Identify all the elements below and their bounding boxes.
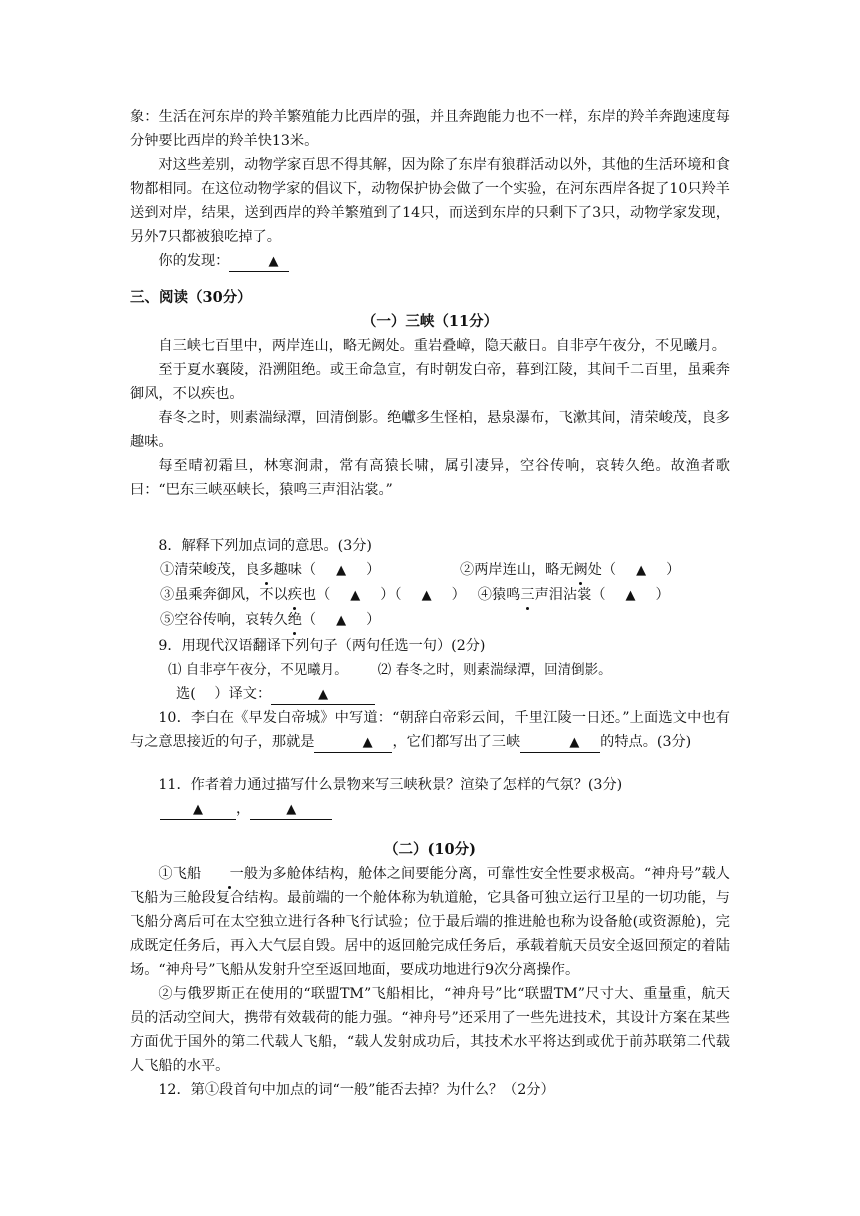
answer-triangle-icon[interactable]: ▲ (625, 588, 636, 603)
blank-triangle-icon: ▲ (268, 254, 279, 269)
answer-triangle-icon[interactable]: ▲ (421, 588, 432, 603)
q10-blank-2[interactable] (520, 733, 600, 753)
sanxia-paragraph-4: 每至晴初霜旦，林寒涧肃，常有高猿长啸，属引凄异，空谷传响，哀转久绝。故渔者歌曰：“巴东三峡巫峡长，猿鸣三声泪沾裳。” (130, 458, 730, 498)
finding-label: 你的发现： (158, 253, 230, 269)
sanxia-paragraph-1: 自三峡七百里中，两岸连山，略无阙处。重岩叠嶂，隐天蔽日。自非亭午夜分，不见曦月。 (158, 338, 726, 354)
intro-passage (130, 105, 730, 273)
finding-line (130, 249, 730, 273)
answer-triangle-icon[interactable]: ▲ (350, 588, 361, 603)
q8-item-4: ④猿鸣三声泪沾裳（ ▲ ） (478, 583, 670, 608)
q9-choose-label: 选( ）译文： (176, 686, 272, 702)
q8-item-2: ②两岸连山，略无阙处（ ▲ ） (460, 558, 680, 583)
answer-triangle-icon[interactable]: ▲ (636, 563, 647, 578)
section-3-heading: 三、阅读（30分） (130, 289, 252, 306)
question-10 (130, 706, 730, 754)
part-1-title: （一）三峡（11分） (361, 313, 499, 330)
blank-triangle-icon: ▲ (286, 802, 297, 817)
q9-translation-blank[interactable] (271, 685, 375, 705)
part-2 (130, 838, 730, 1102)
q11-blank-2[interactable] (250, 800, 332, 820)
sanxia-paragraph-3: 春冬之时，则素湍绿潭，回清倒影。绝巘多生怪柏，悬泉瀑布，飞漱其间，清荣峻茂，良多趣味。 (130, 410, 730, 450)
sanxia-paragraph-2: 至于夏水襄陵，沿溯阻绝。或王命急宣，有时朝发白帝，暮到江陵，其间千二百里，虽乘奔御风，不以疾也。 (130, 362, 730, 402)
finding-blank[interactable] (229, 252, 289, 272)
q8-item-1: ①清荣峻茂，良多趣味（ ▲ ） (160, 558, 460, 583)
question-8 (130, 534, 730, 633)
q10-blank-1[interactable] (314, 733, 392, 753)
question-9 (130, 634, 730, 706)
intro-paragraph-2: 对这些差别，动物学家百思不得其解，因为除了东岸有狼群活动以外，其他的生活环境和食物都相同。在这位动物学家的倡议下，动物保护协会做了一个实验，在河东西岸各捉了10只羚羊送到对岸，结果，送到西岸的羚羊繁殖到了14只，而送到东岸的只剩下了3只，动物学家发现，另外7只都被狼吃掉了。 (130, 157, 730, 245)
part-2-paragraph-2: ②与俄罗斯正在使用的“联盟TM”飞船相比，“神舟号”比“联盟TM”尺寸大、重量重，航天员的活动空间大，携带有效载荷的能力强。“神舟号”还采用了一些先进技术，其设计方案在某些方面优于国外的第二代载人飞船，“载人发射成功后，其技术水平将达到或优于前苏联第二代载人飞船的水平。 (130, 986, 730, 1074)
part-2-paragraph-1: ①飞船 一般为多舱体结构，舱体之间要能分离，可靠性安全性要求极高。“神舟号”载人飞船为三舱段复合结构。最前端的一个舱体称为轨道舱，它具备可独立运行卫星的一切功能，与飞船分离后可在太空独立进行各种飞行试验；位于最后端的推进舱也称为设备舱(或资源舱)，完成既定任务后，再入大气层自毁。居中的返回舱完成任务后，承载着航天员安全返回预定的着陆场。“神舟号”飞船从发射升空至返回地面，要成功地进行9次分离操作。 (130, 862, 730, 982)
blank-triangle-icon: ▲ (569, 735, 580, 750)
section-3 (130, 286, 730, 502)
q9-answer-line (130, 682, 730, 706)
q8-row-2 (130, 583, 730, 608)
part-2-title: （二）(10分) (384, 841, 476, 858)
q12-stem: 12．第①段首句中加点的词“一般”能否去掉？为什么？（2分） (158, 1082, 555, 1098)
intro-paragraph-1: 象：生活在河东岸的羚羊繁殖能力比西岸的强，并且奔跑能力也不一样，东岸的羚羊奔跑速度每分钟要比西岸的羚羊快13米。 (130, 109, 730, 149)
q11-blank-1[interactable] (160, 800, 236, 820)
question-11 (130, 773, 730, 821)
q11-answer-line: ▲ ， ▲ (130, 797, 730, 821)
answer-triangle-icon[interactable]: ▲ (336, 613, 347, 628)
blank-triangle-icon: ▲ (362, 735, 373, 750)
q9-options (130, 658, 730, 682)
q11-stem: 11．作者着力通过描写什么景物来写三峡秋景？渲染了怎样的气氛？(3分) (158, 777, 623, 793)
q9-stem: 9．用现代汉语翻译下列句子（两句任选一句）(2分) (158, 638, 486, 654)
q8-row-1 (130, 558, 730, 583)
q8-item-5: ⑤空谷传响，哀转久绝（ ▲ ） (160, 608, 380, 633)
blank-triangle-icon: ▲ (193, 802, 203, 817)
q9-option-2: ⑵ 春冬之时，则素湍绿潭，回清倒影。 (377, 662, 612, 678)
q9-option-1: ⑴ 自非亭午夜分，不见曦月。 (168, 662, 348, 678)
q10-text: 10．李白在《早发白帝城》中写道：“朝辞白帝彩云间，千里江陵一日还。”上面选文中也有与之意思接近的句子，那就是 ▲ ，它们都写出了三峡 ▲ 的特点。(3分) (130, 706, 730, 754)
q8-stem: 8．解释下列加点词的意思。(3分) (158, 538, 372, 554)
q8-item-3: ③虽乘奔御风，不以疾也（ ▲ ）（ ▲ ） (160, 583, 466, 608)
blank-triangle-icon: ▲ (318, 687, 329, 702)
answer-triangle-icon[interactable]: ▲ (336, 563, 347, 578)
q8-row-3 (130, 608, 730, 633)
